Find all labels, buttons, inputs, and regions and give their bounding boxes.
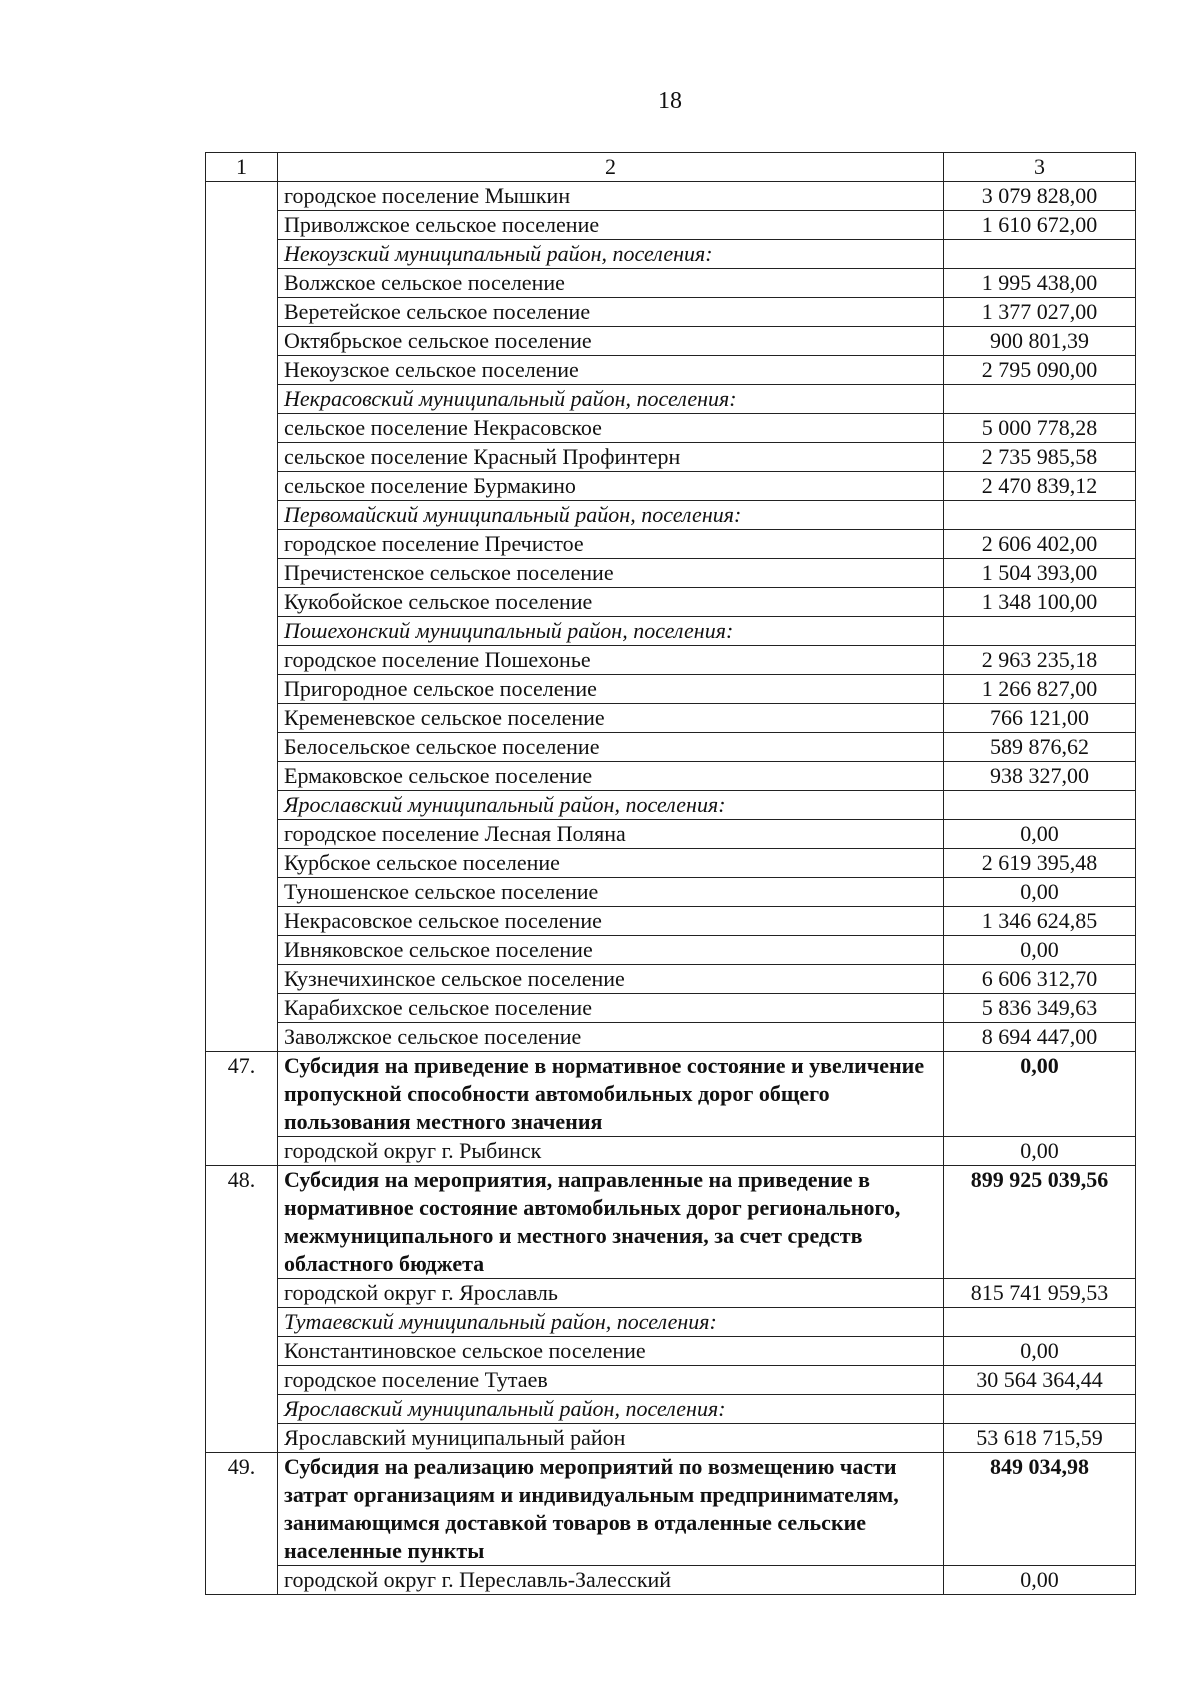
section-index: 47. xyxy=(206,1052,278,1166)
recipient-name: Курбское сельское поселение xyxy=(278,849,944,878)
section-index: 48. xyxy=(206,1166,278,1453)
table-row xyxy=(206,472,1136,501)
amount-cell: 1 610 672,00 xyxy=(944,211,1136,240)
recipient-name: Некрасовское сельское поселение xyxy=(278,907,944,936)
amount-cell: 6 606 312,70 xyxy=(944,965,1136,994)
district-name: Первомайский муниципальный район, поселения: xyxy=(278,501,944,530)
amount-cell xyxy=(944,501,1136,530)
recipient-name: городское поселение Лесная Поляна xyxy=(278,820,944,849)
recipient-name: городской округ г. Рыбинск xyxy=(278,1137,944,1166)
section-amount: 899 925 039,56 xyxy=(944,1166,1136,1279)
table-row xyxy=(206,1424,1136,1453)
district-row xyxy=(206,1308,1136,1337)
table-row xyxy=(206,269,1136,298)
table-row xyxy=(206,936,1136,965)
district-row xyxy=(206,791,1136,820)
table-row xyxy=(206,1137,1136,1166)
table-row xyxy=(206,559,1136,588)
section-amount: 849 034,98 xyxy=(944,1453,1136,1566)
table-row xyxy=(206,298,1136,327)
amount-cell xyxy=(944,617,1136,646)
table-row xyxy=(206,907,1136,936)
recipient-name: Константиновское сельское поселение xyxy=(278,1337,944,1366)
recipient-name: городской округ г. Переславль-Залесский xyxy=(278,1566,944,1595)
subsidy-table-body xyxy=(206,153,1136,1595)
table-row xyxy=(206,1566,1136,1595)
amount-cell: 0,00 xyxy=(944,820,1136,849)
amount-cell xyxy=(944,240,1136,269)
table-row xyxy=(206,327,1136,356)
section-index: 49. xyxy=(206,1453,278,1595)
amount-cell: 2 470 839,12 xyxy=(944,472,1136,501)
amount-cell: 1 266 827,00 xyxy=(944,675,1136,704)
district-name: Некоузский муниципальный район, поселения: xyxy=(278,240,944,269)
table-row xyxy=(206,994,1136,1023)
index-cell xyxy=(206,182,278,1052)
recipient-name: Пригородное сельское поселение xyxy=(278,675,944,704)
subsidy-table xyxy=(205,152,1136,1595)
amount-cell: 0,00 xyxy=(944,878,1136,907)
table-row xyxy=(206,1279,1136,1308)
table-row xyxy=(206,849,1136,878)
recipient-name: городской округ г. Ярославль xyxy=(278,1279,944,1308)
recipient-name: городское поселение Мышкин xyxy=(278,182,944,211)
table-row xyxy=(206,675,1136,704)
amount-cell: 2 735 985,58 xyxy=(944,443,1136,472)
section-title: Субсидия на мероприятия, направленные на приведение в нормативное состояние автомобильных дорог регионального, межмуниципального и местного значения, за счет средств областного бюджета xyxy=(278,1166,944,1279)
amount-cell: 2 963 235,18 xyxy=(944,646,1136,675)
amount-cell: 1 377 027,00 xyxy=(944,298,1136,327)
table-row xyxy=(206,878,1136,907)
district-row xyxy=(206,240,1136,269)
recipient-name: Кукобойское сельское поселение xyxy=(278,588,944,617)
amount-cell: 0,00 xyxy=(944,1137,1136,1166)
amount-cell: 3 079 828,00 xyxy=(944,182,1136,211)
recipient-name: сельское поселение Красный Профинтерн xyxy=(278,443,944,472)
recipient-name: Приволжское сельское поселение xyxy=(278,211,944,240)
amount-cell: 0,00 xyxy=(944,936,1136,965)
recipient-name: Некоузское сельское поселение xyxy=(278,356,944,385)
table-row xyxy=(206,762,1136,791)
amount-cell: 589 876,62 xyxy=(944,733,1136,762)
table-row xyxy=(206,1337,1136,1366)
table-row xyxy=(206,965,1136,994)
district-row xyxy=(206,617,1136,646)
amount-cell: 2 795 090,00 xyxy=(944,356,1136,385)
section-title: Субсидия на реализацию мероприятий по возмещению части затрат организациям и индивидуальным предпринимателям, занимающимся доставкой товаров в отдаленные сельские населенные пункты xyxy=(278,1453,944,1566)
amount-cell: 900 801,39 xyxy=(944,327,1136,356)
district-name: Тутаевский муниципальный район, поселения: xyxy=(278,1308,944,1337)
amount-cell: 938 327,00 xyxy=(944,762,1136,791)
recipient-name: Ивняковское сельское поселение xyxy=(278,936,944,965)
section-row xyxy=(206,1453,1136,1566)
header-col-2: 2 xyxy=(278,153,944,182)
table-row xyxy=(206,414,1136,443)
amount-cell: 0,00 xyxy=(944,1337,1136,1366)
amount-cell: 5 836 349,63 xyxy=(944,994,1136,1023)
recipient-name: городское поселение Пошехонье xyxy=(278,646,944,675)
recipient-name: городское поселение Тутаев xyxy=(278,1366,944,1395)
table-row xyxy=(206,182,1136,211)
district-row xyxy=(206,1395,1136,1424)
district-name: Пошехонский муниципальный район, поселения: xyxy=(278,617,944,646)
recipient-name: Октябрьское сельское поселение xyxy=(278,327,944,356)
amount-cell: 1 504 393,00 xyxy=(944,559,1136,588)
recipient-name: Волжское сельское поселение xyxy=(278,269,944,298)
amount-cell: 8 694 447,00 xyxy=(944,1023,1136,1052)
table-row xyxy=(206,443,1136,472)
recipient-name: Туношенское сельское поселение xyxy=(278,878,944,907)
recipient-name: Белосельское сельское поселение xyxy=(278,733,944,762)
table-header-row xyxy=(206,153,1136,182)
table-row xyxy=(206,704,1136,733)
recipient-name: Пречистенское сельское поселение xyxy=(278,559,944,588)
section-row xyxy=(206,1166,1136,1279)
district-name: Некрасовский муниципальный район, поселения: xyxy=(278,385,944,414)
amount-cell: 1 346 624,85 xyxy=(944,907,1136,936)
header-col-3: 3 xyxy=(944,153,1136,182)
recipient-name: Заволжское сельское поселение xyxy=(278,1023,944,1052)
recipient-name: Кременевское сельское поселение xyxy=(278,704,944,733)
header-col-1: 1 xyxy=(206,153,278,182)
amount-cell: 5 000 778,28 xyxy=(944,414,1136,443)
amount-cell: 30 564 364,44 xyxy=(944,1366,1136,1395)
table-row xyxy=(206,733,1136,762)
table-row xyxy=(206,1023,1136,1052)
table-row xyxy=(206,211,1136,240)
recipient-name: Карабихское сельское поселение xyxy=(278,994,944,1023)
section-amount: 0,00 xyxy=(944,1052,1136,1137)
district-row xyxy=(206,385,1136,414)
amount-cell: 1 348 100,00 xyxy=(944,588,1136,617)
table-row xyxy=(206,1366,1136,1395)
amount-cell xyxy=(944,1308,1136,1337)
table-row xyxy=(206,356,1136,385)
table-row xyxy=(206,820,1136,849)
amount-cell: 815 741 959,53 xyxy=(944,1279,1136,1308)
district-name: Ярославский муниципальный район, поселения: xyxy=(278,791,944,820)
amount-cell: 53 618 715,59 xyxy=(944,1424,1136,1453)
page-number: 18 xyxy=(658,88,682,114)
amount-cell: 1 995 438,00 xyxy=(944,269,1136,298)
recipient-name: сельское поселение Бурмакино xyxy=(278,472,944,501)
district-name: Ярославский муниципальный район, поселения: xyxy=(278,1395,944,1424)
amount-cell: 0,00 xyxy=(944,1566,1136,1595)
recipient-name: Ермаковское сельское поселение xyxy=(278,762,944,791)
table-row xyxy=(206,530,1136,559)
recipient-name: Ярославский муниципальный район xyxy=(278,1424,944,1453)
amount-cell xyxy=(944,791,1136,820)
recipient-name: городское поселение Пречистое xyxy=(278,530,944,559)
amount-cell xyxy=(944,1395,1136,1424)
recipient-name: сельское поселение Некрасовское xyxy=(278,414,944,443)
table-row xyxy=(206,588,1136,617)
amount-cell xyxy=(944,385,1136,414)
amount-cell: 2 619 395,48 xyxy=(944,849,1136,878)
recipient-name: Веретейское сельское поселение xyxy=(278,298,944,327)
section-title: Субсидия на приведение в нормативное состояние и увеличение пропускной способности автомобильных дорог общего пользования местного значения xyxy=(278,1052,944,1137)
section-row xyxy=(206,1052,1136,1137)
amount-cell: 766 121,00 xyxy=(944,704,1136,733)
table-row xyxy=(206,646,1136,675)
amount-cell: 2 606 402,00 xyxy=(944,530,1136,559)
recipient-name: Кузнечихинское сельское поселение xyxy=(278,965,944,994)
district-row xyxy=(206,501,1136,530)
